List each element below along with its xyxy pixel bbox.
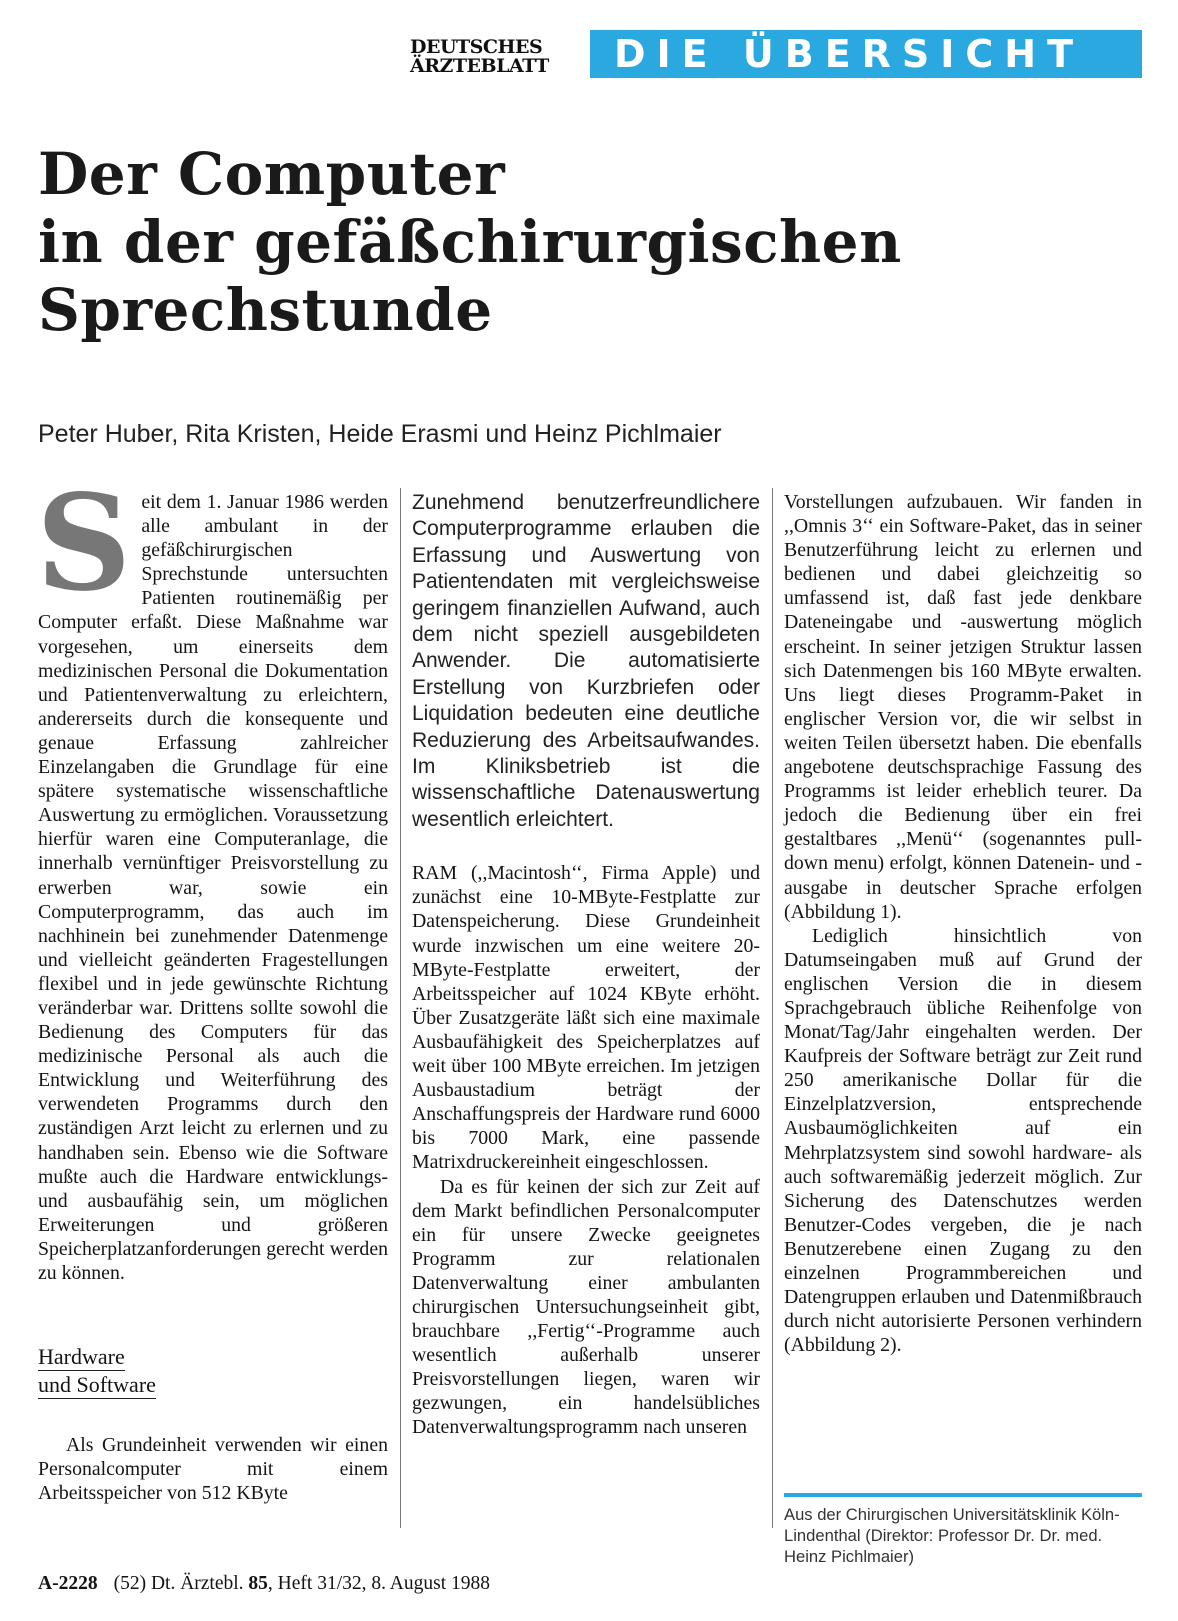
title-line-3: Sprechstunde [38,276,493,344]
body-paragraph: RAM (,,Macintosh‘‘, Firma Apple) und zunächst eine 10-MByte-Festplatte zur Datenspeicherung. Diese Grundeinheit wurde inzwischen um eine weitere 20-MByte-Festplatte erweitert, der Arbeitsspeicher auf 1024 KByte erhöht. Über Zusatzgeräte läßt sich eine maximale Ausbaufähigkeit des Speicherplatzes auf weit über 100 MByte erreichen. Im jetzigen Ausbaustadium beträgt der Anschaffungspreis der Hardware rund 6000 bis 7000 Mark, eine passende Matrixdruckereinheit eingeschlossen. [412,862,760,1174]
column-divider [772,488,773,1528]
intro-paragraph [36,466,388,1285]
text-column-2 [412,490,760,1440]
title-line-2: in der gefäßchirurgischen [38,208,902,276]
volume-number: 85 [248,1573,268,1594]
intro-text: eit dem 1. Januar 1986 werden alle ambulant in der gefäßchirurgischen Sprechstunde untersuchten Patienten routinemäßig per Computer erfaßt. Diese Maßnahme war vorgesehen, um einerseits dem medizinischen Personal die Dokumentation und Patientenverwaltung zu erleichtern, andererseits durch die konsequente und genaue Erfassung zahlreicher Einzelangaben die Grundlage für eine spätere systematische wissenschaftliche Auswertung zu ermöglichen. Voraussetzung hierfür waren eine Computeranlage, die innerhalb vernünftiger Preisvorstellung zu erwerben war, sowie ein Computerprogramm, das auch im nachhinein bei zunehmender Datenmenge und vielleicht geänderten Fragestellungen flexibel und in jede gewünschte Richtung veränderbar war. Drittens sollte sowohl die Bedienung des Computers für das medizinische Personal als auch die Entwicklung und Weiterführung des verwendeten Programms durch den zuständigen Arzt leicht zu erlernen und zu handhaben sein. Ebenso wie die Software mußte auch die Hardware entwicklungs- und ausbaufähig sein, um möglichen Erweiterungen und größeren Speicherplatzanforderungen gerecht werden zu können. [38,491,388,1284]
page-footer [38,1573,938,1595]
section-heading-line-1: Hardware [38,1344,125,1370]
masthead-line-2: ÄRZTEBLATT [410,55,549,77]
section-heading [38,1343,388,1399]
body-paragraph: Da es für keinen der sich zur Zeit auf dem Markt befindlichen Personalcomputer ein für unsere Zwecke geeignetes Programm zur relationalen Datenverwaltung einer ambulanten chirurgischen Untersuchungseinheit gibt, brauchbare ,,Fertig‘‘-Programme auch wesentlich außerhalb unserer Preisvorstellungen liegen, waren wir gezwungen, ein handelsübliches Datenverwaltungsprogramm nach unseren [412,1175,760,1439]
body-paragraph: Lediglich hinsichtlich von Datumseingaben muß auf Grund der englischen Version die in diesem Sprachgebrauch übliche Reihenfolge von Monat/Tag/Jahr eingehalten werden. Der Kaufpreis der Software beträgt zur Zeit rund 250 amerikanische Dollar für die Einzelplatzversion, entsprechende Ausbaumöglichkeiten auf ein Mehrplatzsystem sind sowohl hardware- als auch softwaremäßig jederzeit möglich. Zur Sicherung des Datenschutzes werden Benutzer-Codes vergeben, die je nach Benutzerebene einen Zugang zu den einzelnen Programmbereichen und Datengruppen erlauben und Datenmißbrauch durch nicht autorisierte Personen verhindern (Abbildung 2). [784,924,1142,1357]
title-line-1: Der Computer [38,140,506,208]
masthead-line-1: DEUTSCHES [410,36,543,58]
section-heading-line-2: und Software [38,1372,156,1398]
page-number: A-2228 [38,1573,98,1594]
drop-cap: S [36,466,132,621]
citation-prefix: (52) Dt. Ärztebl. [113,1573,244,1594]
citation-suffix: , Heft 31/32, 8. August 1988 [267,1573,491,1594]
hardware-paragraph: Als Grundeinheit verwenden wir einen Personalcomputer mit einem Arbeitsspeicher von 512 KByte [38,1434,388,1505]
affiliation-rule [784,1493,1142,1497]
text-column-3 [784,490,1142,1357]
text-column-1 [36,466,388,1505]
journal-masthead [410,38,580,76]
abstract-paragraph: Zunehmend benutzerfreundlichere Computerprogramme erlauben die Erfassung und Auswertung von Patientendaten mit vergleichsweise geringem finanziellen Aufwand, auch dem nicht speziell ausgebildeten Anwender. Die automatisierte Erstellung von Kurzbriefen oder Liquidation bedeuten eine deutliche Reduzierung des Arbeitsaufwandes. Im Kliniksbetrieb ist die wissenschaftliche Datenauswertung wesentlich erleichtert. [412,491,760,831]
author-list: Peter Huber, Rita Kristen, Heide Erasmi und Heinz Pichlmaier [38,420,722,448]
article-title [38,140,1148,344]
body-paragraph: Vorstellungen aufzubauen. Wir fanden in ,,Omnis 3‘‘ ein Software-Paket, das in seiner Benutzerführung leicht zu erlernen und bedienen und dabei gleichzeitig so umfassend ist, daß fast jede denkbare Dateneingabe und -auswertung möglich erscheint. In seiner jetzigen Struktur lassen sich Datenmengen bis 160 MByte erwalten. Uns liegt dieses Programm-Paket in englischer Version vor, die wir selbst in weiten Teilen übersetzt haben. Die ebenfalls angebotene deutschsprachige Fassung des Programms ist leider erheblich teurer. Da jedoch die Bedienung über ein frei gestaltbares ,,Menü‘‘ (sogenanntes pull-down menu) erfolgt, können Datenein- und -ausgabe in deutscher Sprache erfolgen (Abbildung 1). [784,491,1142,923]
section-banner: DIE ÜBERSICHT [590,30,1142,78]
column-divider [400,488,401,1528]
column-2-body [412,861,760,1439]
author-affiliation: Aus der Chirurgischen Universitätsklinik Köln-Lindenthal (Direktor: Professor Dr. Dr. med. Heinz Pichlmaier) [784,1505,1120,1566]
